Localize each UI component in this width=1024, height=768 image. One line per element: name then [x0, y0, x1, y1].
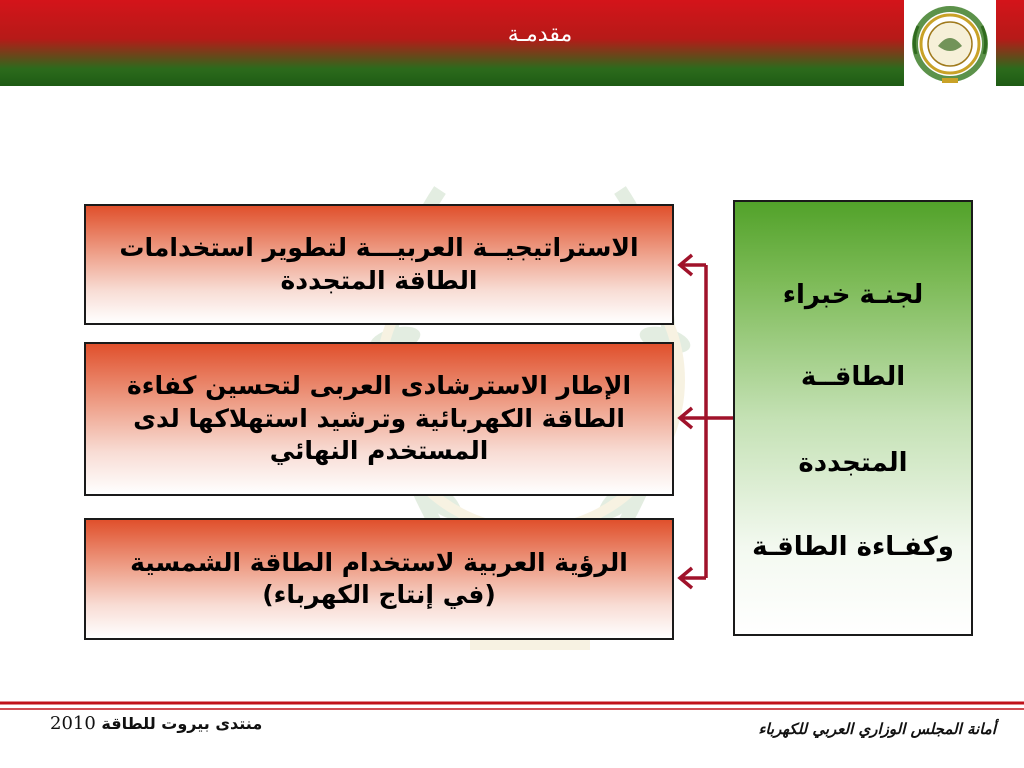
slide-title: مقدمـة [507, 22, 573, 47]
committee-line: وكفـاءة الطاقـة [752, 532, 954, 562]
committee-line: المتجددة [798, 448, 908, 478]
footer-secretariat: أمانة المجلس الوزاري العربي للكهرباء [758, 720, 996, 738]
initiative-text: الرؤية العربية لاستخدام الطاقة الشمسية (في إنتاج الكهرباء) [130, 547, 628, 609]
initiative-text: الاستراتيجيــة العربيـــة لتطوير استخدامات الطاقة المتجددة [119, 233, 639, 295]
footer-forum [50, 713, 262, 734]
initiative-text: الإطار الاسترشادى العربى لتحسين كفاءة الطاقة الكهربائية وترشيد استهلاكها لدى المستخدم النهائي [126, 371, 632, 466]
footer-year: 2010 [50, 713, 96, 734]
committee-line: الطاقــة [800, 362, 906, 392]
committee-line: لجنـة خبراء [782, 280, 924, 310]
footer-forum-name: منتدى بيروت للطاقة [101, 714, 263, 733]
